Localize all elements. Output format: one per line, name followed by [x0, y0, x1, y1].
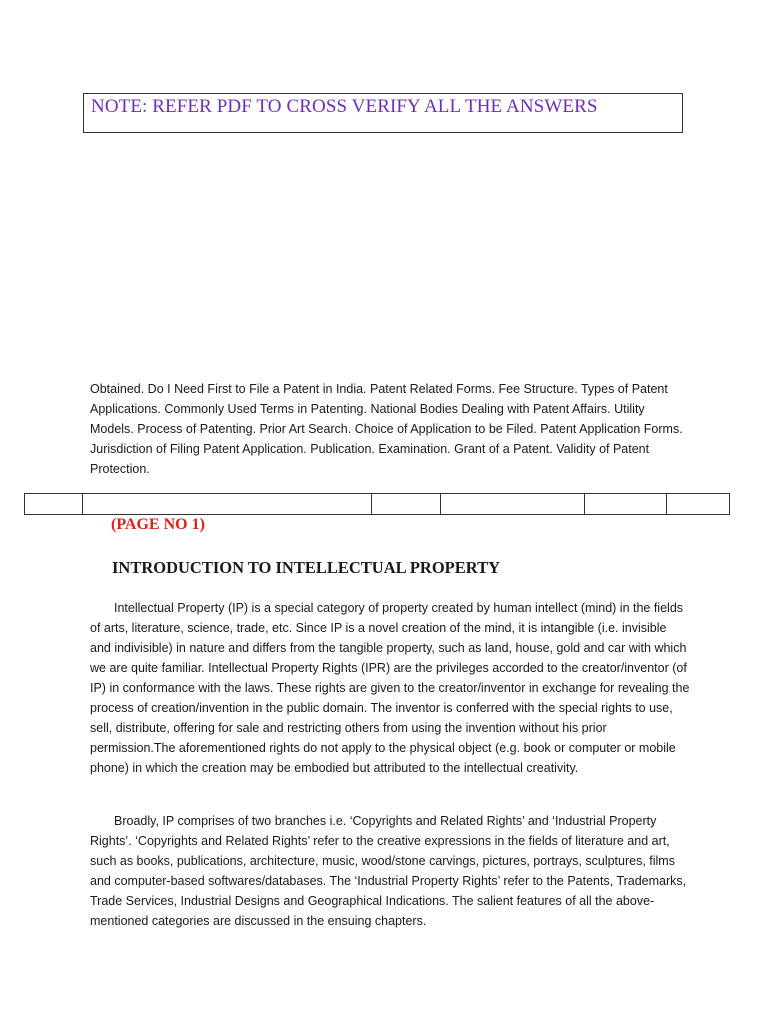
table-cell: [441, 494, 585, 515]
table-row: [25, 494, 730, 515]
body-paragraph: Intellectual Property (IP) is a special category of property created by human intellect (mind) in the fields of arts, literature, science, trade, etc. Since IP is a novel creation of the mind, it is intangible (i.e. invisible and indivisible) in nature and differs from the tangible property, such as land, house, gold and car with which we are quite familiar. Intellectual Property Rights (IPR) are the privileges accorded to the creator/inventor (of IP) in conformance with the laws. These rights are given to the creator/inventor in exchange for revealing the process of creation/invention in the public domain. The inventor is conferred with the special rights to use, sell, distribute, offering for sale and restricting others from using the invention without his prior permission.The aforementioned rights do not apply to the physical object (e.g. book or computer or mobile phone) in which the creation may be embodied but attributed to the intellectual creativity.: [90, 601, 690, 775]
table-cell: [585, 494, 667, 515]
table-cell: [372, 494, 441, 515]
note-text: NOTE: REFER PDF TO CROSS VERIFY ALL THE ANSWERS: [91, 96, 598, 117]
table-cell: [25, 494, 83, 515]
page-number-label: (PAGE NO 1): [111, 516, 205, 533]
note-box: [83, 93, 683, 133]
body-paragraph: Broadly, IP comprises of two branches i.e. ‘Copyrights and Related Rights’ and ‘Industrial Property Rights’. ‘Copyrights and Related Rights’ refer to the creative expressions in the fields of literature and art, such as books, publications, architecture, music, wood/stone carvings, pictures, portrays, sculptures, films and computer-based softwares/databases. The ‘Industrial Property Rights’ refer to the Patents, Trademarks, Trade Services, Industrial Designs and Geographical Indications. The salient features of all the above-mentioned categories are discussed in the ensuing chapters.: [90, 814, 687, 928]
empty-table-row: [24, 493, 730, 515]
syllabus-paragraph: Obtained. Do I Need First to File a Patent in India. Patent Related Forms. Fee Structure. Types of Patent Applications. Commonly Used Terms in Patenting. National Bodies Dealing with Patent Affairs. Utility Models. Process of Patenting. Prior Art Search. Choice of Application to be Filed. Patent Application Forms. Jurisdiction of Filing Patent Application. Publication. Examination. Grant of a Patent. Validity of Patent Protection.: [90, 382, 683, 476]
table-cell: [667, 494, 730, 515]
section-heading: INTRODUCTION TO INTELLECTUAL PROPERTY: [112, 558, 501, 577]
table-cell: [83, 494, 372, 515]
